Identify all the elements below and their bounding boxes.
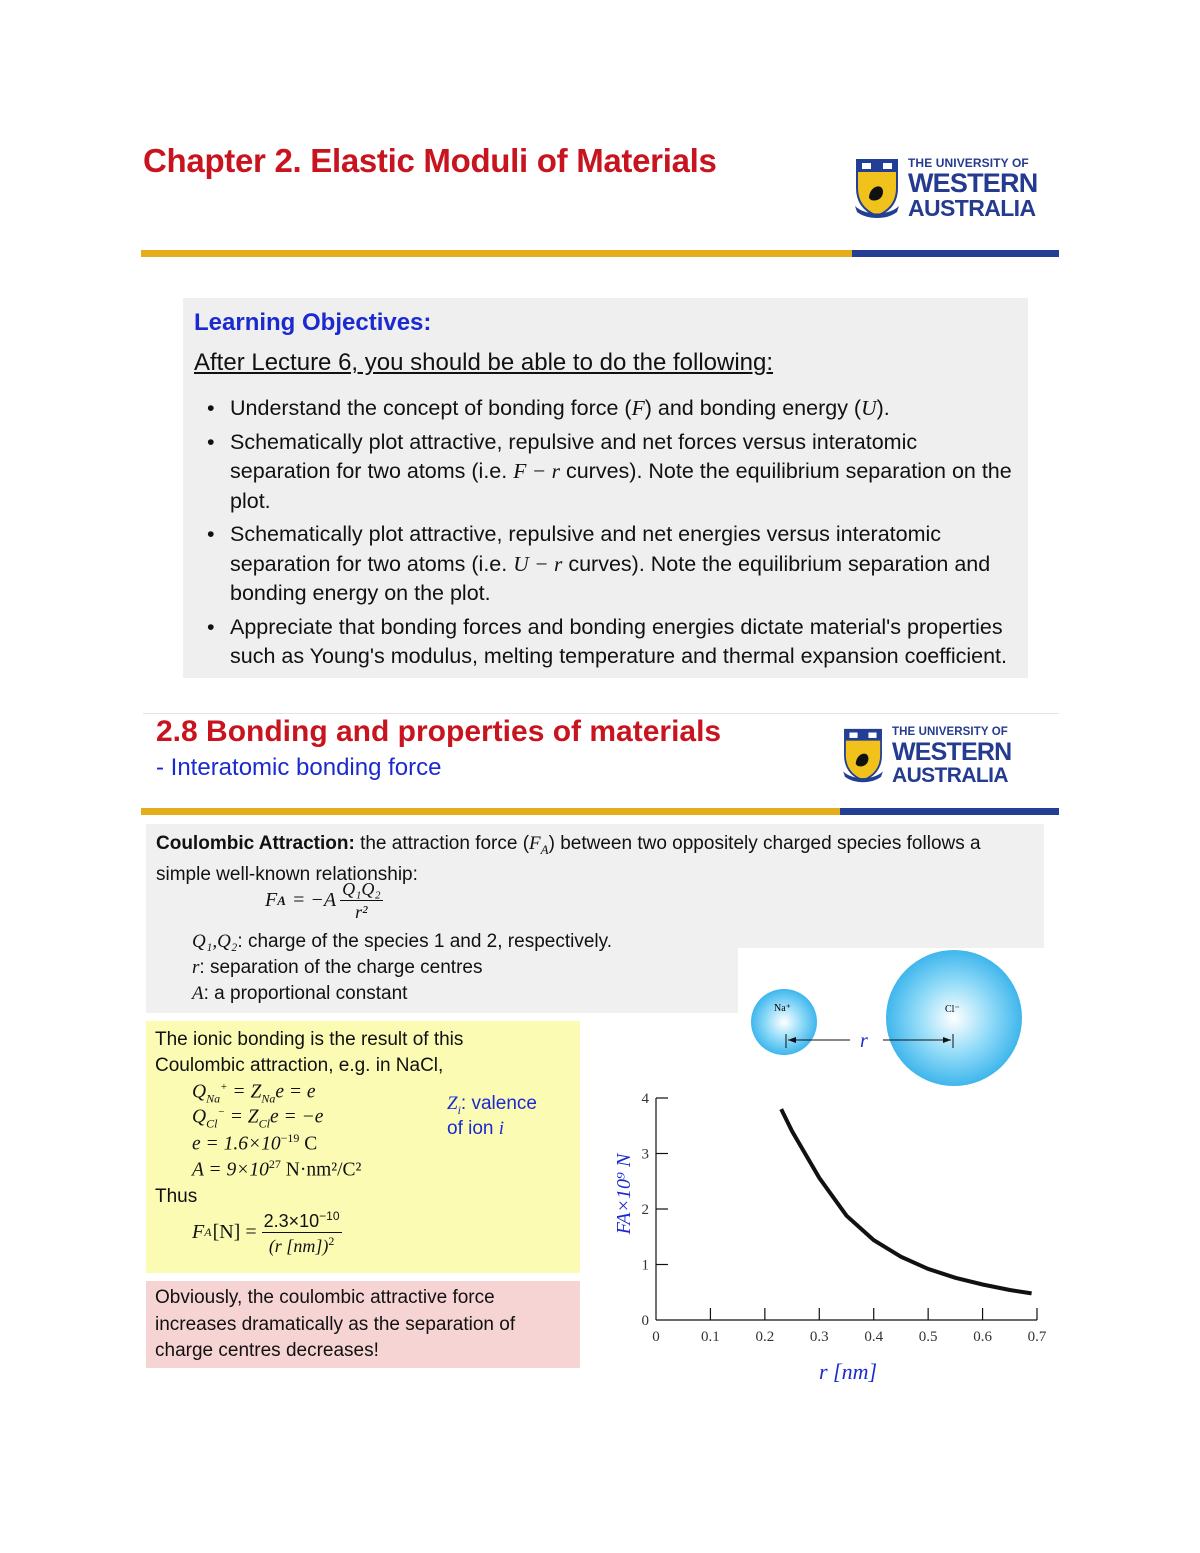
definition-separation: r: separation of the charge centres [192,957,483,978]
logo-line1: THE UNIVERSITY OF [892,726,1008,738]
chart-axes [656,1098,1037,1320]
definition-constant: A: a proportional constant [192,983,408,1004]
coulombic-description: Coulombic Attraction: the attraction force $(F_A)$ between two oppositely charged species follows a simple well-known relationship: [156,833,981,885]
thus-label: Thus [155,1186,198,1207]
objective-item: • Schematically plot attractive, repulsive and net forces versus interatomic separation for two atoms (i.e. F − r curves). Note the equilibrium separation on the plot. [207,429,1012,513]
x-axis-label: r [nm] [818,1359,878,1384]
objectives-heading: Learning Objectives: [194,309,432,336]
y-tick-label: 3 [641,1146,649,1163]
y-tick-label: 4 [641,1091,649,1107]
chloride-label: Cl⁻ [945,1004,960,1015]
x-tick-label: 0.1 [701,1329,720,1345]
logo-line2: WESTERN [908,168,1038,198]
objective-item: • Understand the concept of bonding force (F) and bonding energy (U). [207,394,1017,424]
ions-figure [738,948,1038,1098]
x-tick-label: 0.5 [918,1329,938,1345]
valence-note-line2: of ion i [447,1118,505,1139]
logo-line3: AUSTRALIA [908,195,1036,221]
objectives-list [207,394,1017,676]
elementary-charge-equation: $e = 1.6\times 10^{-19}$ C [192,1131,318,1155]
constant-a-equation: $A = 9\times 10^{27}$ N·nm²/C² [192,1157,362,1181]
logo-line3: AUSTRALIA [892,763,1008,787]
header-rule [141,250,1059,257]
section-divider [143,713,1059,714]
attractive-force-curve [781,1109,1031,1293]
section-rule [141,808,1059,815]
crest-icon [853,158,901,220]
chart-ticks [642,1091,1047,1345]
objective-item: • Schematically plot attractive, repulsive and net energies versus interatomic separation for two atoms (i.e. U − r curves). Note the equilibrium separation and bonding energy on the plot. [207,522,991,605]
logo-line1: THE UNIVERSITY OF [908,156,1029,170]
ionic-intro-line1: The ionic bonding is the result of this [155,1029,464,1050]
x-tick-label: 0.4 [864,1329,884,1345]
objectives-intro: After Lecture 6, you should be able to do the following: [194,349,774,376]
section-subtitle: - Interatomic bonding force [156,754,442,781]
bullet-icon: • [207,429,215,454]
chapter-title: Chapter 2. Elastic Moduli of Materials [143,142,717,179]
y-tick-label: 0 [641,1313,649,1329]
x-tick-label: 0.7 [1027,1329,1047,1345]
separation-label: r [860,1030,868,1052]
y-tick-label: 2 [641,1202,649,1218]
bullet-icon: • [207,522,215,546]
university-logo-2 [841,727,1011,786]
force-separation-chart [600,1080,1060,1390]
coulomb-equation: F A = −A $\frac{\text{Q₁Q₂}}{\text{r²}}$ [265,879,381,922]
university-logo [853,157,1037,220]
x-tick-label: 0.2 [755,1329,775,1345]
x-tick-label: 0 [652,1329,660,1345]
y-axis-label: FA×10⁹ N [613,1153,635,1235]
charge-na-equation: $Q_{Na}^+ = Z_{Na}e = e$ [192,1081,316,1106]
sodium-ion [751,989,817,1055]
valence-note-line1: $Z_i$: valence [447,1093,537,1117]
x-tick-label: 0.3 [809,1329,829,1345]
bullet-icon: • [207,614,215,639]
bullet-icon: • [207,396,215,420]
chloride-ion [886,950,1022,1086]
y-tick-label: 1 [641,1257,649,1274]
logo-line2: WESTERN [892,737,1012,766]
objective-item: • Appreciate that bonding forces and bonding energies dictate material's properties such as Young's modulus, melting temperature and thermal expansion coefficient. [207,614,1007,668]
definition-charges: Q₁,Q₂: charge of the species 1 and 2, respectively. [192,931,612,952]
x-tick-label: 0.6 [973,1329,992,1345]
crest-icon [841,728,885,784]
force-result-equation: F A [N] = $\frac{2.3\times 10^{-10}}{(r [nm])^2}$ [192,1209,340,1256]
charge-cl-equation: $Q_{Cl}^- = Z_{Cl}e = -e$ [192,1106,324,1131]
section-title: 2.8 Bonding and properties of materials [156,715,722,748]
sodium-label: Na⁺ [774,1003,791,1014]
conclusion-text: Obviously, the coulombic attractive force increases dramatically as the separation of charge centres decreases! [155,1287,516,1361]
ionic-intro-line2: Coulombic attraction, e.g. in NaCl, [155,1055,444,1076]
coulombic-label: Coulombic Attraction: [156,833,355,854]
